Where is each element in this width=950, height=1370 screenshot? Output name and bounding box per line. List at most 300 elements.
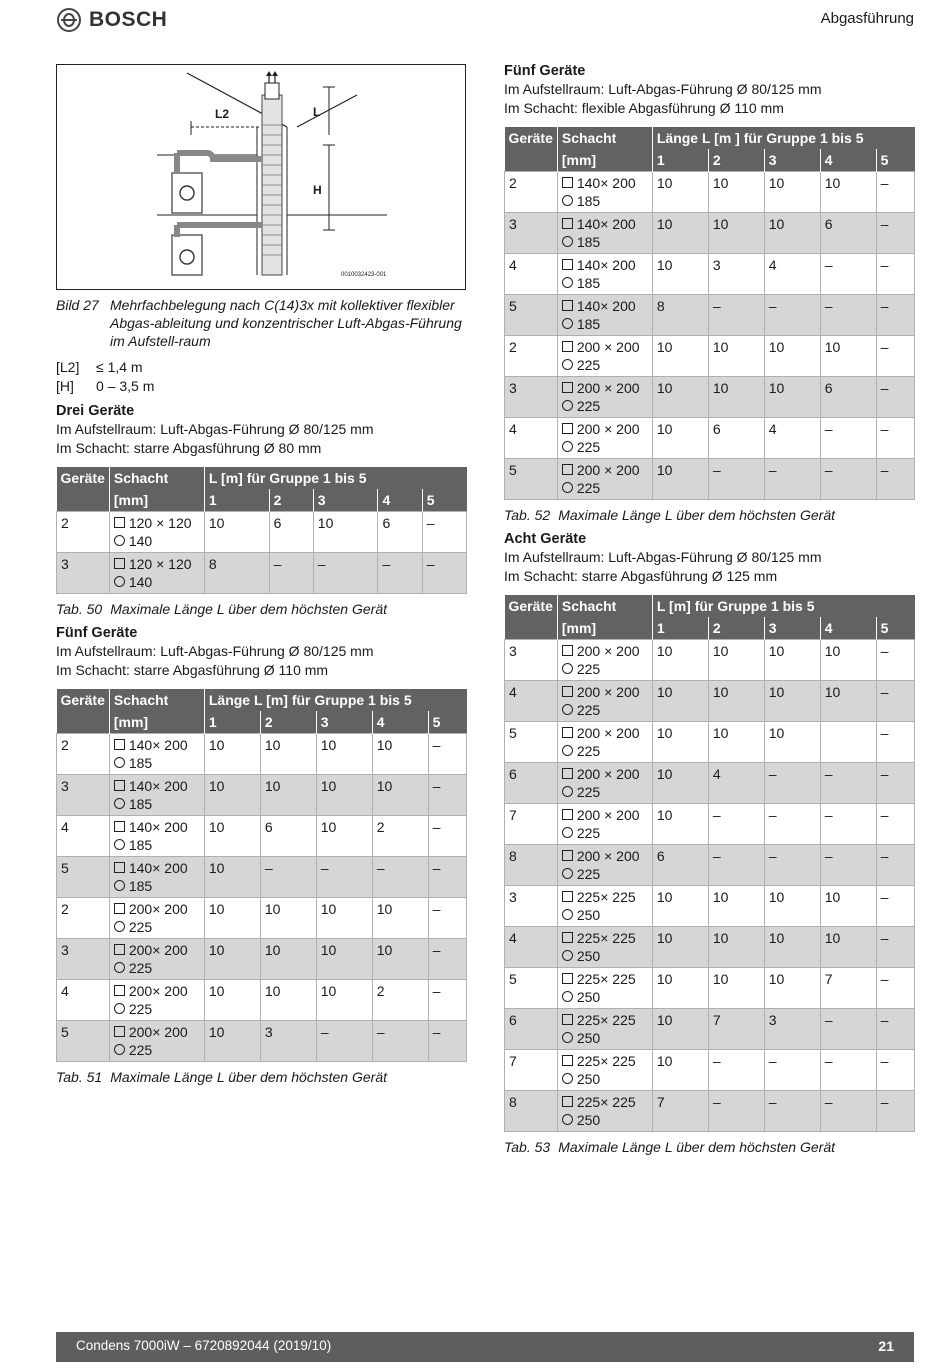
length-cell: 10 xyxy=(316,898,372,939)
shaft-round-size: 250 xyxy=(576,1071,601,1087)
shaft-cell xyxy=(557,1050,652,1091)
shaft-round-size: 185 xyxy=(128,755,153,771)
round-shaft-icon xyxy=(562,1114,573,1125)
table-row xyxy=(505,640,915,681)
length-cell: 10 xyxy=(204,734,260,775)
round-shaft-icon xyxy=(562,786,573,797)
page-footer xyxy=(56,1332,914,1362)
col-subheader: 4 xyxy=(372,711,428,734)
col-subheader: [mm] xyxy=(557,149,652,172)
col-subheader: 1 xyxy=(204,489,269,512)
devices-cell: 3 xyxy=(505,640,558,681)
shaft-round-size: 185 xyxy=(128,878,153,894)
param-row: [H] 0 – 3,5 m xyxy=(56,378,155,394)
col-header: L [m] für Gruppe 1 bis 5 xyxy=(204,467,466,489)
length-cell: 10 xyxy=(708,722,764,763)
table-caption-number: Tab. 50 xyxy=(56,601,103,617)
length-cell: – xyxy=(876,418,914,459)
table-caption-number: Tab. 53 xyxy=(504,1139,551,1155)
shaft-round-size: 225 xyxy=(576,702,601,718)
shaft-round-size: 250 xyxy=(576,907,601,923)
length-cell: – xyxy=(428,857,466,898)
shaft-cell xyxy=(109,898,204,939)
square-shaft-icon xyxy=(562,382,573,393)
col-subheader: 2 xyxy=(708,149,764,172)
round-shaft-icon xyxy=(562,827,573,838)
devices-cell: 5 xyxy=(505,459,558,500)
col-subheader: 1 xyxy=(204,711,260,734)
length-cell: 10 xyxy=(652,681,708,722)
length-table xyxy=(56,467,467,594)
table-subheader-row xyxy=(57,711,467,734)
length-cell: 10 xyxy=(316,816,372,857)
length-cell: 10 xyxy=(260,734,316,775)
length-cell: – xyxy=(876,886,914,927)
table-row xyxy=(505,1091,915,1132)
round-shaft-icon xyxy=(114,1044,125,1055)
length-cell: – xyxy=(428,939,466,980)
figure-caption-text: Mehrfachbelegung nach C(14)3x mit kollektiver flexibler Abgas-ableitung und konzentrischer Luft-Abgas-Führung im Aufstell-raum xyxy=(110,297,462,349)
shaft-cell xyxy=(557,336,652,377)
shaft-cell xyxy=(557,213,652,254)
col-header: Schacht xyxy=(557,595,652,617)
length-cell: – xyxy=(820,804,876,845)
devices-cell: 2 xyxy=(505,172,558,213)
length-cell: 4 xyxy=(764,418,820,459)
devices-cell: 3 xyxy=(57,939,110,980)
length-cell: 6 xyxy=(708,418,764,459)
length-cell: 10 xyxy=(764,640,820,681)
table-row xyxy=(505,377,915,418)
col-subheader: 2 xyxy=(708,617,764,640)
table-row xyxy=(57,816,467,857)
section-t51 xyxy=(56,624,468,1086)
length-cell: 6 xyxy=(269,512,313,553)
round-shaft-icon xyxy=(114,921,125,932)
length-cell: – xyxy=(876,1050,914,1091)
shaft-cell xyxy=(109,939,204,980)
shaft-round-size: 225 xyxy=(576,439,601,455)
shaft-round-size: 225 xyxy=(128,919,153,935)
length-cell: – xyxy=(876,640,914,681)
shaft-square-size: 225× 225 xyxy=(576,1053,636,1069)
length-cell: – xyxy=(428,734,466,775)
devices-cell: 4 xyxy=(505,927,558,968)
table-caption xyxy=(504,1138,916,1156)
section-subline: Im Schacht: flexible Abgasführung Ø 110 mm xyxy=(504,99,784,116)
devices-cell: 3 xyxy=(505,886,558,927)
length-cell: 10 xyxy=(652,640,708,681)
col-subheader: 5 xyxy=(428,711,466,734)
table-caption xyxy=(56,1068,468,1086)
shaft-round-size: 185 xyxy=(576,234,601,250)
length-cell: 7 xyxy=(820,968,876,1009)
devices-cell: 6 xyxy=(505,1009,558,1050)
length-cell: – xyxy=(708,845,764,886)
length-cell: 10 xyxy=(764,722,820,763)
length-cell: – xyxy=(708,1091,764,1132)
shaft-round-size: 185 xyxy=(576,316,601,332)
length-cell: 10 xyxy=(820,927,876,968)
length-cell: 6 xyxy=(652,845,708,886)
length-cell: – xyxy=(708,1050,764,1091)
round-shaft-icon xyxy=(562,359,573,370)
table-row xyxy=(505,336,915,377)
brand-name: BOSCH xyxy=(89,8,168,31)
length-cell: 10 xyxy=(708,213,764,254)
col-subheader: 5 xyxy=(876,617,914,640)
installation-diagram xyxy=(56,64,466,290)
col-subheader: 4 xyxy=(820,617,876,640)
length-cell: 10 xyxy=(652,377,708,418)
table-row xyxy=(505,886,915,927)
length-cell: 10 xyxy=(204,775,260,816)
table-row xyxy=(505,295,915,336)
round-shaft-icon xyxy=(562,950,573,961)
square-shaft-icon xyxy=(562,727,573,738)
shaft-cell xyxy=(557,804,652,845)
devices-cell: 3 xyxy=(57,553,110,594)
round-shaft-icon xyxy=(562,663,573,674)
length-cell: – xyxy=(708,804,764,845)
table-row xyxy=(57,775,467,816)
shaft-cell xyxy=(557,1091,652,1132)
shaft-cell xyxy=(109,816,204,857)
round-shaft-icon xyxy=(562,704,573,715)
table-row xyxy=(57,734,467,775)
col-subheader: [mm] xyxy=(109,711,204,734)
length-cell: – xyxy=(313,553,378,594)
length-cell: 4 xyxy=(764,254,820,295)
shaft-square-size: 120 × 120 xyxy=(128,556,192,572)
shaft-cell xyxy=(109,775,204,816)
table-header-row xyxy=(57,689,467,711)
square-shaft-icon xyxy=(562,218,573,229)
length-cell: 10 xyxy=(204,1021,260,1062)
shaft-square-size: 140× 200 xyxy=(576,298,636,314)
shaft-round-size: 225 xyxy=(576,784,601,800)
square-shaft-icon xyxy=(562,177,573,188)
col-subheader: 5 xyxy=(422,489,466,512)
length-cell: 10 xyxy=(652,927,708,968)
shaft-cell xyxy=(557,845,652,886)
length-cell: – xyxy=(876,763,914,804)
table-row xyxy=(505,459,915,500)
shaft-square-size: 200× 200 xyxy=(128,942,188,958)
col-subheader: 3 xyxy=(316,711,372,734)
shaft-square-size: 225× 225 xyxy=(576,1012,636,1028)
length-cell: – xyxy=(260,857,316,898)
round-shaft-icon xyxy=(562,236,573,247)
shaft-square-size: 140× 200 xyxy=(128,819,188,835)
length-cell: 10 xyxy=(204,939,260,980)
length-cell: 10 xyxy=(764,377,820,418)
length-cell: 7 xyxy=(652,1091,708,1132)
section-t53 xyxy=(504,530,916,1156)
square-shaft-icon xyxy=(562,768,573,779)
square-shaft-icon xyxy=(114,517,125,528)
table-header-row xyxy=(505,595,915,617)
round-shaft-icon xyxy=(114,962,125,973)
square-shaft-icon xyxy=(114,1026,125,1037)
square-shaft-icon xyxy=(114,821,125,832)
length-cell: 10 xyxy=(652,886,708,927)
table-row xyxy=(57,553,467,594)
length-cell: – xyxy=(876,845,914,886)
square-shaft-icon xyxy=(114,862,125,873)
round-shaft-icon xyxy=(562,745,573,756)
shaft-square-size: 225× 225 xyxy=(576,971,636,987)
table-row xyxy=(505,763,915,804)
table-caption-text: Maximale Länge L über dem höchsten Gerät xyxy=(558,1139,835,1155)
length-cell: – xyxy=(876,336,914,377)
devices-cell: 5 xyxy=(505,968,558,1009)
length-cell: – xyxy=(372,1021,428,1062)
table-row xyxy=(57,939,467,980)
length-cell: 6 xyxy=(820,377,876,418)
shaft-square-size: 140× 200 xyxy=(576,175,636,191)
length-cell: 10 xyxy=(764,927,820,968)
left-column xyxy=(56,64,468,1086)
length-cell: – xyxy=(876,927,914,968)
length-cell: – xyxy=(316,857,372,898)
shaft-round-size: 225 xyxy=(576,398,601,414)
length-cell: 2 xyxy=(372,816,428,857)
square-shaft-icon xyxy=(562,686,573,697)
length-cell: – xyxy=(820,1091,876,1132)
shaft-square-size: 200 × 200 xyxy=(576,766,640,782)
shaft-cell xyxy=(557,927,652,968)
shaft-cell xyxy=(109,857,204,898)
label-l2: L2 xyxy=(215,107,230,121)
length-cell: – xyxy=(428,1021,466,1062)
length-cell: – xyxy=(820,1009,876,1050)
devices-cell: 4 xyxy=(505,418,558,459)
shaft-round-size: 185 xyxy=(576,275,601,291)
shaft-round-size: 250 xyxy=(576,1030,601,1046)
length-cell: 10 xyxy=(764,172,820,213)
section-subline: Im Schacht: starre Abgasführung Ø 125 mm xyxy=(504,567,778,584)
length-cell: 10 xyxy=(708,968,764,1009)
right-column xyxy=(504,56,916,1156)
length-cell: – xyxy=(876,722,914,763)
length-cell: 10 xyxy=(316,734,372,775)
table-row xyxy=(505,418,915,459)
length-cell: 10 xyxy=(652,336,708,377)
shaft-square-size: 200 × 200 xyxy=(576,462,640,478)
shaft-round-size: 225 xyxy=(128,1001,153,1017)
length-cell: 10 xyxy=(316,939,372,980)
length-cell: 10 xyxy=(764,968,820,1009)
round-shaft-icon xyxy=(562,1073,573,1084)
shaft-cell xyxy=(557,459,652,500)
square-shaft-icon xyxy=(562,423,573,434)
round-shaft-icon xyxy=(562,482,573,493)
col-header: L [m] für Gruppe 1 bis 5 xyxy=(652,595,914,617)
col-subheader: 2 xyxy=(260,711,316,734)
dimension-params xyxy=(56,358,468,396)
table-caption-text: Maximale Länge L über dem höchsten Gerät xyxy=(110,601,387,617)
length-cell: – xyxy=(422,512,466,553)
table-caption xyxy=(504,506,916,524)
length-cell: 10 xyxy=(204,857,260,898)
table-row xyxy=(505,968,915,1009)
length-cell: 10 xyxy=(260,898,316,939)
length-cell: 10 xyxy=(204,980,260,1021)
shaft-cell xyxy=(557,968,652,1009)
figure-code: 0010032423-001 xyxy=(341,272,387,278)
length-cell: – xyxy=(876,172,914,213)
shaft-round-size: 185 xyxy=(576,193,601,209)
devices-cell: 6 xyxy=(505,763,558,804)
table-row xyxy=(57,857,467,898)
shaft-cell xyxy=(557,763,652,804)
length-cell: – xyxy=(428,898,466,939)
col-subheader: 2 xyxy=(269,489,313,512)
label-h: H xyxy=(313,183,322,197)
length-cell: – xyxy=(764,763,820,804)
col-subheader: 1 xyxy=(652,617,708,640)
page-header xyxy=(0,0,950,44)
length-cell: 3 xyxy=(260,1021,316,1062)
section-subline: Im Schacht: starre Abgasführung Ø 80 mm xyxy=(56,439,322,456)
length-cell: – xyxy=(876,213,914,254)
table-caption xyxy=(56,600,468,618)
shaft-cell xyxy=(109,553,204,594)
devices-cell: 8 xyxy=(505,1091,558,1132)
col-subheader: 3 xyxy=(764,617,820,640)
length-cell: – xyxy=(876,459,914,500)
devices-cell: 8 xyxy=(505,845,558,886)
table-row xyxy=(505,845,915,886)
round-shaft-icon xyxy=(562,1032,573,1043)
shaft-cell xyxy=(109,734,204,775)
square-shaft-icon xyxy=(562,1055,573,1066)
shaft-square-size: 200 × 200 xyxy=(576,380,640,396)
shaft-square-size: 140× 200 xyxy=(128,860,188,876)
length-cell: 10 xyxy=(764,336,820,377)
figure-caption-label: Bild 27 xyxy=(56,297,99,313)
round-shaft-icon xyxy=(114,839,125,850)
col-header: Geräte xyxy=(57,689,110,711)
table-subheader-row xyxy=(505,617,915,640)
section-heading: Acht Geräte xyxy=(504,531,587,547)
shaft-round-size: 225 xyxy=(576,866,601,882)
bosch-armature-icon xyxy=(57,8,81,32)
section-heading: Fünf Geräte xyxy=(504,63,586,79)
length-cell: 10 xyxy=(820,172,876,213)
devices-cell: 2 xyxy=(57,734,110,775)
shaft-square-size: 200 × 200 xyxy=(576,643,640,659)
round-shaft-icon xyxy=(114,798,125,809)
length-cell: 8 xyxy=(204,553,269,594)
length-cell: 10 xyxy=(652,254,708,295)
length-cell: 10 xyxy=(652,418,708,459)
length-cell: 10 xyxy=(372,734,428,775)
square-shaft-icon xyxy=(114,780,125,791)
length-cell: 10 xyxy=(204,898,260,939)
shaft-square-size: 140× 200 xyxy=(128,737,188,753)
length-cell xyxy=(820,722,876,763)
table-caption-text: Maximale Länge L über dem höchsten Gerät xyxy=(110,1069,387,1085)
square-shaft-icon xyxy=(562,464,573,475)
shaft-square-size: 200 × 200 xyxy=(576,684,640,700)
length-cell: – xyxy=(820,1050,876,1091)
length-cell: – xyxy=(876,1009,914,1050)
round-shaft-icon xyxy=(114,535,125,546)
length-cell: – xyxy=(708,459,764,500)
length-cell: 10 xyxy=(652,804,708,845)
table-header-row xyxy=(57,467,467,489)
table-row xyxy=(505,213,915,254)
length-cell: 10 xyxy=(260,775,316,816)
length-cell: – xyxy=(876,254,914,295)
shaft-square-size: 200 × 200 xyxy=(576,421,640,437)
length-table xyxy=(56,689,467,1062)
table-row xyxy=(57,898,467,939)
section-t52 xyxy=(504,62,916,524)
length-cell: – xyxy=(428,980,466,1021)
length-cell: – xyxy=(316,1021,372,1062)
length-cell: – xyxy=(269,553,313,594)
length-table xyxy=(504,127,915,500)
shaft-round-size: 225 xyxy=(128,1042,153,1058)
table-row xyxy=(505,254,915,295)
square-shaft-icon xyxy=(562,300,573,311)
devices-cell: 4 xyxy=(57,980,110,1021)
table-row xyxy=(505,1009,915,1050)
length-cell: – xyxy=(876,295,914,336)
length-cell: 4 xyxy=(708,763,764,804)
col-subheader: 1 xyxy=(652,149,708,172)
shaft-round-size: 250 xyxy=(576,1112,601,1128)
devices-cell: 3 xyxy=(505,213,558,254)
devices-cell: 7 xyxy=(505,804,558,845)
shaft-square-size: 225× 225 xyxy=(576,889,636,905)
length-cell: 10 xyxy=(820,681,876,722)
round-shaft-icon xyxy=(562,318,573,329)
devices-cell: 2 xyxy=(57,898,110,939)
length-cell: 10 xyxy=(820,336,876,377)
square-shaft-icon xyxy=(562,973,573,984)
shaft-cell xyxy=(557,640,652,681)
square-shaft-icon xyxy=(562,891,573,902)
shaft-square-size: 225× 225 xyxy=(576,930,636,946)
length-cell: – xyxy=(820,295,876,336)
length-cell: 10 xyxy=(652,459,708,500)
length-cell: 3 xyxy=(764,1009,820,1050)
shaft-round-size: 225 xyxy=(576,357,601,373)
length-cell: 10 xyxy=(204,512,269,553)
section-subline: Im Aufstellraum: Luft-Abgas-Führung Ø 80/125 mm xyxy=(504,81,822,97)
col-header: Geräte xyxy=(505,595,558,617)
devices-cell: 3 xyxy=(57,775,110,816)
col-subheader: [mm] xyxy=(557,617,652,640)
length-cell: 10 xyxy=(316,775,372,816)
shaft-round-size: 250 xyxy=(576,948,601,964)
section-heading: Drei Geräte xyxy=(56,403,135,419)
length-cell: – xyxy=(876,804,914,845)
length-cell: 10 xyxy=(372,775,428,816)
devices-cell: 4 xyxy=(505,681,558,722)
length-cell: 10 xyxy=(708,336,764,377)
table-caption-text: Maximale Länge L über dem höchsten Gerät xyxy=(558,507,835,523)
table-row xyxy=(505,804,915,845)
shaft-round-size: 140 xyxy=(128,574,153,590)
length-cell: 10 xyxy=(652,722,708,763)
section-subline: Im Schacht: starre Abgasführung Ø 110 mm xyxy=(56,661,329,678)
length-cell: – xyxy=(422,553,466,594)
